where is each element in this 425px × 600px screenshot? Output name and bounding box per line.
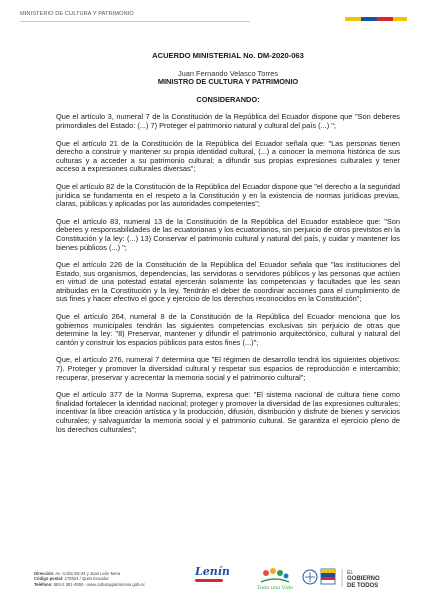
author-name: Juan Fernando Velasco Torres (177, 68, 279, 78)
phone-value: 593-2 381-4550 - www.culturaypatrimonio.gob.ec (53, 581, 145, 587)
considering-heading: CONSIDERANDO: (196, 94, 260, 104)
header-ministry: MINISTERIO DE CULTURA Y PATRIMONIO (20, 11, 134, 17)
header-rule (20, 21, 250, 22)
postal-label: Código postal: (34, 576, 64, 582)
flag-stripe-blue (361, 17, 377, 21)
flag-stripe-yellow (345, 17, 361, 21)
gob-logo-line3: DE TODOS (347, 583, 379, 589)
paragraph: Que el artículo 264, numeral 8 de la Constitución de la República del Ecuador menciona que los gobiernos municipales tendrán las siguientes competencias exclusivas sin perjuicio de otras que determine la ley: "8) Preservar, mantener y difundir el patrimonio arquitectónico, cultural y natural del cantón y construir los espacios públicos para estos fines (...)"; (56, 312, 400, 347)
toda-una-vida-logo (255, 566, 295, 592)
phone-label: Teléfono: (34, 581, 53, 587)
paragraph: Que el artículo 82 de la Constitución de la República del Ecuador dispone que "el derecho a la seguridad jurídica se fundamenta en el respeto a la Constitución y en la existencia de normas jurídicas previas, claras, públicas y aplicadas por las autoridades competentes"; (56, 181, 400, 209)
paragraph: Que el artículo 377 de la Norma Suprema, expresa que: "El sistema nacional de cultura tiene como finalidad fortalecer la identidad nacional; proteger y promover la diversidad de las expresiones culturales; incentivar la libre creación artística y la producción, difusión, distribución y disfrute de bienes y servicios culturales; y salvaguardar la memoria social y el patrimonio cultural. Se garantiza el ejercicio pleno de los derechos culturales"; (56, 390, 400, 434)
gob-logo-line1: EL (347, 570, 354, 576)
gobierno-de-todos-logo (300, 566, 410, 592)
address-value: Av. Colón E5-34 y Juan León Mera (55, 571, 121, 576)
author-role: MINISTRO DE CULTURA Y PATRIMONIO (157, 77, 299, 87)
address-label: Dirección: (34, 571, 55, 576)
lenin-logo-swoosh (195, 579, 223, 582)
vida-logo-text: Toda una Vida (256, 585, 294, 591)
footer-address-block (34, 571, 145, 587)
lenin-logo: Lenín (195, 565, 230, 578)
footer-phone-line (34, 582, 145, 587)
postal-value: 170524 / Quito Ecuador (64, 576, 109, 582)
paragraph: Que el artículo 226 de la Constitución de la República del Ecuador señala que "las instituciones del Estado, sus organismos, dependencias, las servidoras o servidores públicos y las personas que actúen en virtud de una potestad estatal ejercerán solamente las competencias y facultades que les sean atribuidas en la Constitución y la ley. Tendrán el deber de coordinar acciones para el cumplimiento de sus fines y hacer efectivo el goce y ejercicio de los derechos reconocidos en la Constitución"; (56, 260, 400, 304)
gob-logo-line2: GOBIERNO (347, 576, 380, 582)
paragraph: Que, el artículo 276, numeral 7 determina que "El régimen de desarrollo tendrá los siguientes objetivos: 7). Proteger y promover la diversidad cultural y respetar sus espacios de reproducción e intercambio; recuperar, preservar y acrecentar la memoria social y el patrimonio cultural"; (56, 355, 400, 382)
paragraph: Que el artículo 21 de la Constitución de la República del Ecuador señala que: "Las personas tienen derecho a construir y mantener su propia identidad cultural, (...) a conocer la memoria histórica de sus culturas y a acceder a su patrimonio cultural; a difundir sus propias expresiones culturales y tener acceso a expresiones culturales diversas"; (56, 138, 400, 174)
document-body (56, 52, 400, 443)
flag-stripe-red (377, 17, 393, 21)
paragraph: Que el artículo 83, numeral 13 de la Constitución de la República del Ecuador establece que: "Son deberes y responsabilidades de las ecuatorianas y los ecuatorianos, sin perjuicio de otros previstos en la Constitución y la ley: (...) 13) Conservar el patrimonio cultural y natural del país, y cuidar y mantener los bienes públicos (...) "; (56, 216, 400, 252)
flag-stripe (345, 17, 407, 21)
document-title: ACUERDO MINISTERIAL No. DM-2020-063 (152, 51, 304, 60)
paragraph: Que el artículo 3, numeral 7 de la Constitución de la República del Ecuador dispone que "Son deberes primordiales del Estado: (...) 7) Proteger el patrimonio natural y cultural del país (...) "; (56, 112, 400, 130)
flag-stripe-yellow-2 (393, 17, 407, 21)
